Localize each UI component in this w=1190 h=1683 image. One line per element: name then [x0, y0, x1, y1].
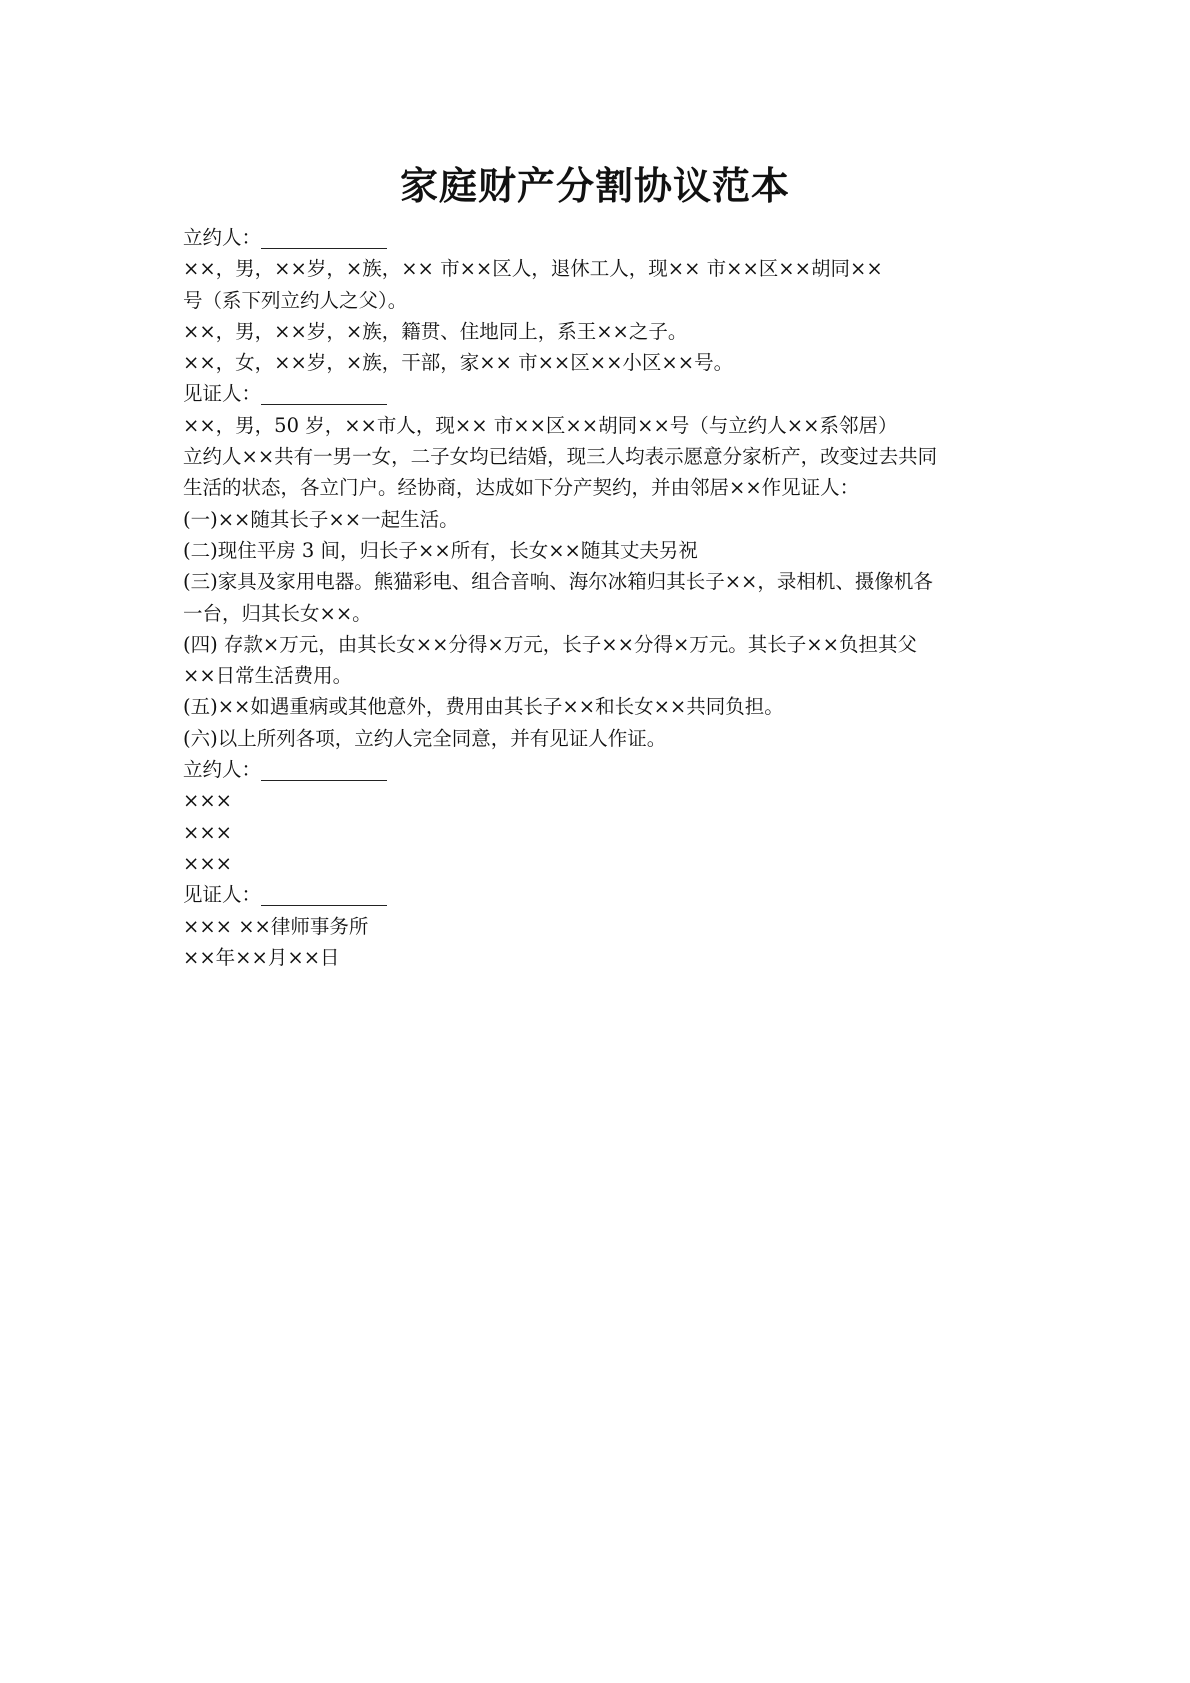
witness-label: 见证人：	[183, 883, 262, 907]
clause-line: (四) 存款×万元，由其长女××分得×万元，长子××分得×万元。其长子××负担其父	[183, 632, 917, 656]
signature-blank	[261, 885, 387, 906]
party-label-line	[183, 222, 1023, 253]
text-line: ××，男，××岁，×族，籍贯、住地同上，系王××之子。	[183, 319, 688, 343]
signature-blank	[261, 760, 387, 781]
text-line: ××，女，××岁，×族，干部，家×× 市××区××小区××号。	[183, 351, 734, 375]
witness-label-line	[183, 378, 1023, 409]
signature-blank	[261, 228, 387, 249]
party-label-line	[183, 754, 1023, 785]
text-line: 生活的状态，各立门户。经协商，达成如下分产契约，并由邻居××作见证人：	[183, 476, 860, 500]
document-title: 家庭财产分割协议范本	[399, 163, 790, 208]
signature-blank	[261, 384, 387, 405]
signatory-line: ×××	[183, 789, 233, 813]
text-line: ××，男，50 岁，××市人，现×× 市××区××胡同××号（与立约人××系邻居）	[183, 413, 898, 437]
text-line: ××，男，××岁，×族，×× 市××区人，退休工人，现×× 市××区××胡同××	[183, 257, 883, 281]
document-body	[183, 222, 1023, 973]
party-label: 立约人：	[183, 758, 262, 782]
clause-line: ××日常生活费用。	[183, 664, 353, 688]
witness-label: 见证人：	[183, 382, 262, 406]
party-label: 立约人：	[183, 226, 262, 249]
clause-line: (一)××随其长子××一起生活。	[183, 507, 459, 531]
date-line: ××年××月××日	[183, 945, 340, 969]
signatory-line: ×××	[183, 820, 233, 844]
clause-line: (五)××如遇重病或其他意外，费用由其长子××和长女××共同负担。	[183, 695, 784, 719]
witness-label-line	[183, 879, 1023, 910]
clause-line: (二)现住平房 3 间，归长子××所有，长女××随其丈夫另祝	[183, 538, 698, 562]
text-line: 立约人××共有一男一女，二子女均已结婚，现三人均表示愿意分家析产，改变过去共同	[183, 445, 938, 469]
clause-line: (六)以上所列各项，立约人完全同意，并有见证人作证。	[183, 726, 667, 750]
text-line: 号（系下列立约人之父）。	[183, 288, 408, 312]
witness-signatory-line: ××× ××律师事务所	[183, 914, 369, 938]
clause-line: 一台，归其长女××。	[183, 601, 372, 625]
clause-line: (三)家具及家用电器。熊猫彩电、组合音响、海尔冰箱归其长子××，录相机、摄像机各	[183, 570, 933, 594]
signatory-line: ×××	[183, 851, 233, 875]
